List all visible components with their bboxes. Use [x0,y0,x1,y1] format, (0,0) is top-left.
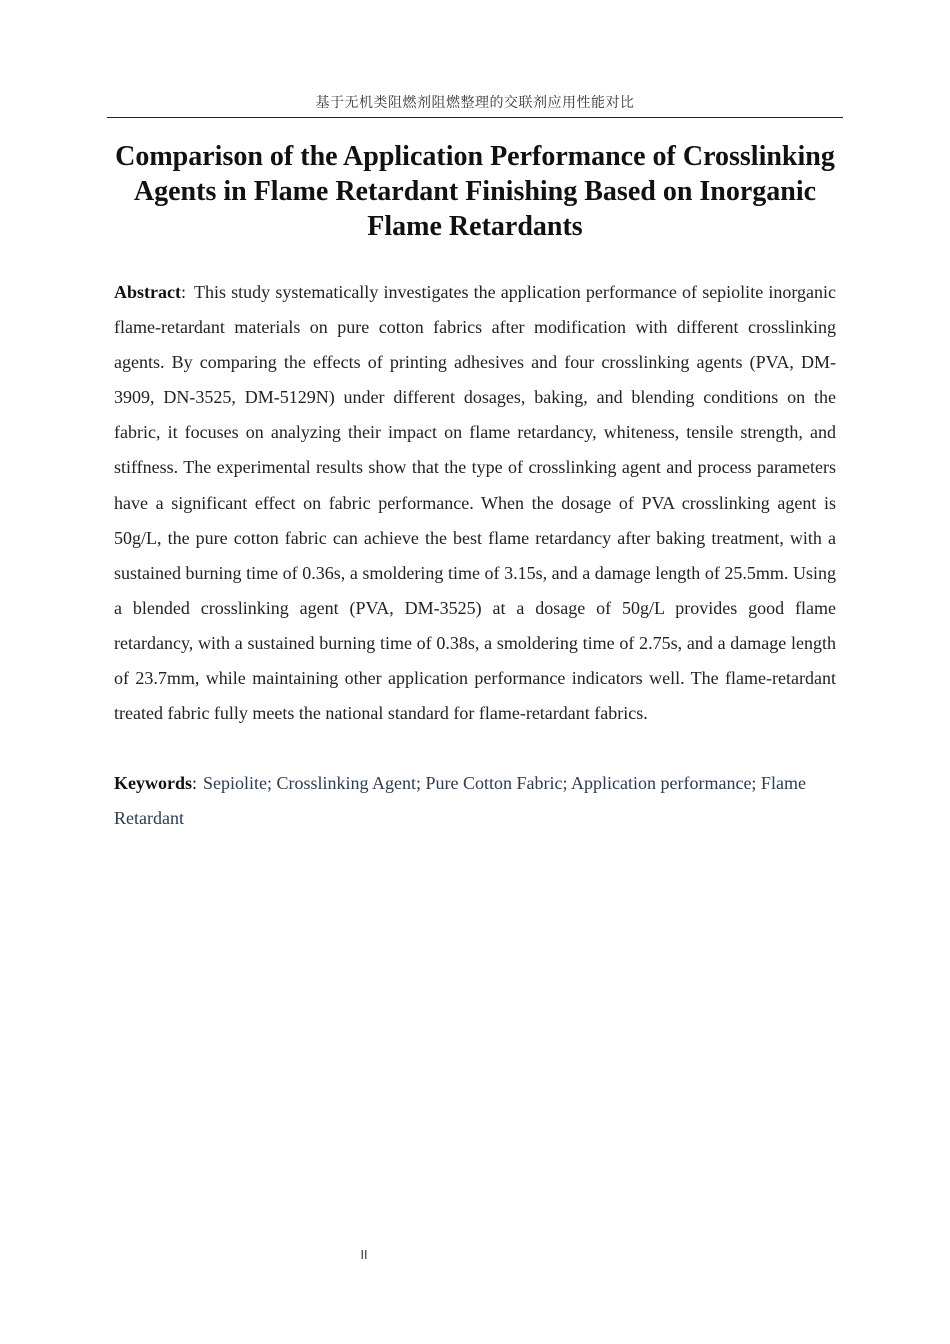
abstract-label: Abstract [114,282,181,302]
keywords-text: Sepiolite; Crosslinking Agent; Pure Cotton Fabric; Application performance; Flame Retardant [114,773,806,828]
abstract-text: This study systematically investigates the application performance of sepiolite inorganic flame-retardant materials on pure cotton fabrics after modification with different crosslinking agents. By comparing the effects of printing adhesives and four crosslinking agents (PVA, DM-3909, DN-3525, DM-5129N) under different dosages, baking, and blending conditions on the fabric, it focuses on analyzing their impact on flame retardancy, whiteness, tensile strength, and stiffness. The experimental results show that the type of crosslinking agent and process parameters have a significant effect on fabric performance. When the dosage of PVA crosslinking agent is 50g/L, the pure cotton fabric can achieve the best flame retardancy after baking treatment, with a sustained burning time of 0.36s, a smoldering time of 3.15s, and a damage length of 25.5mm. Using a blended crosslinking agent (PVA, DM-3525) at a dosage of 50g/L provides good flame retardancy, with a sustained burning time of 0.38s, a smoldering time of 2.75s, and a damage length of 23.7mm, while maintaining other application performance indicators well. The flame-retardant treated fabric fully meets the national standard for flame-retardant fabrics. [114,282,836,724]
paper-title: Comparison of the Application Performance of Crosslinking Agents in Flame Retardant Finishing Based on Inorganic Flame Retardants [115,141,835,242]
keywords-paragraph [114,766,836,836]
abstract-separator: : [180,282,186,302]
abstract-paragraph [114,275,836,731]
page-number: II [360,1248,368,1262]
keywords-label: Keywords [114,773,192,793]
keywords-separator: : [192,773,198,793]
header-rule [107,117,843,118]
running-header: 基于无机类阻燃剂阻燃整理的交联剂应用性能对比 [315,95,635,111]
